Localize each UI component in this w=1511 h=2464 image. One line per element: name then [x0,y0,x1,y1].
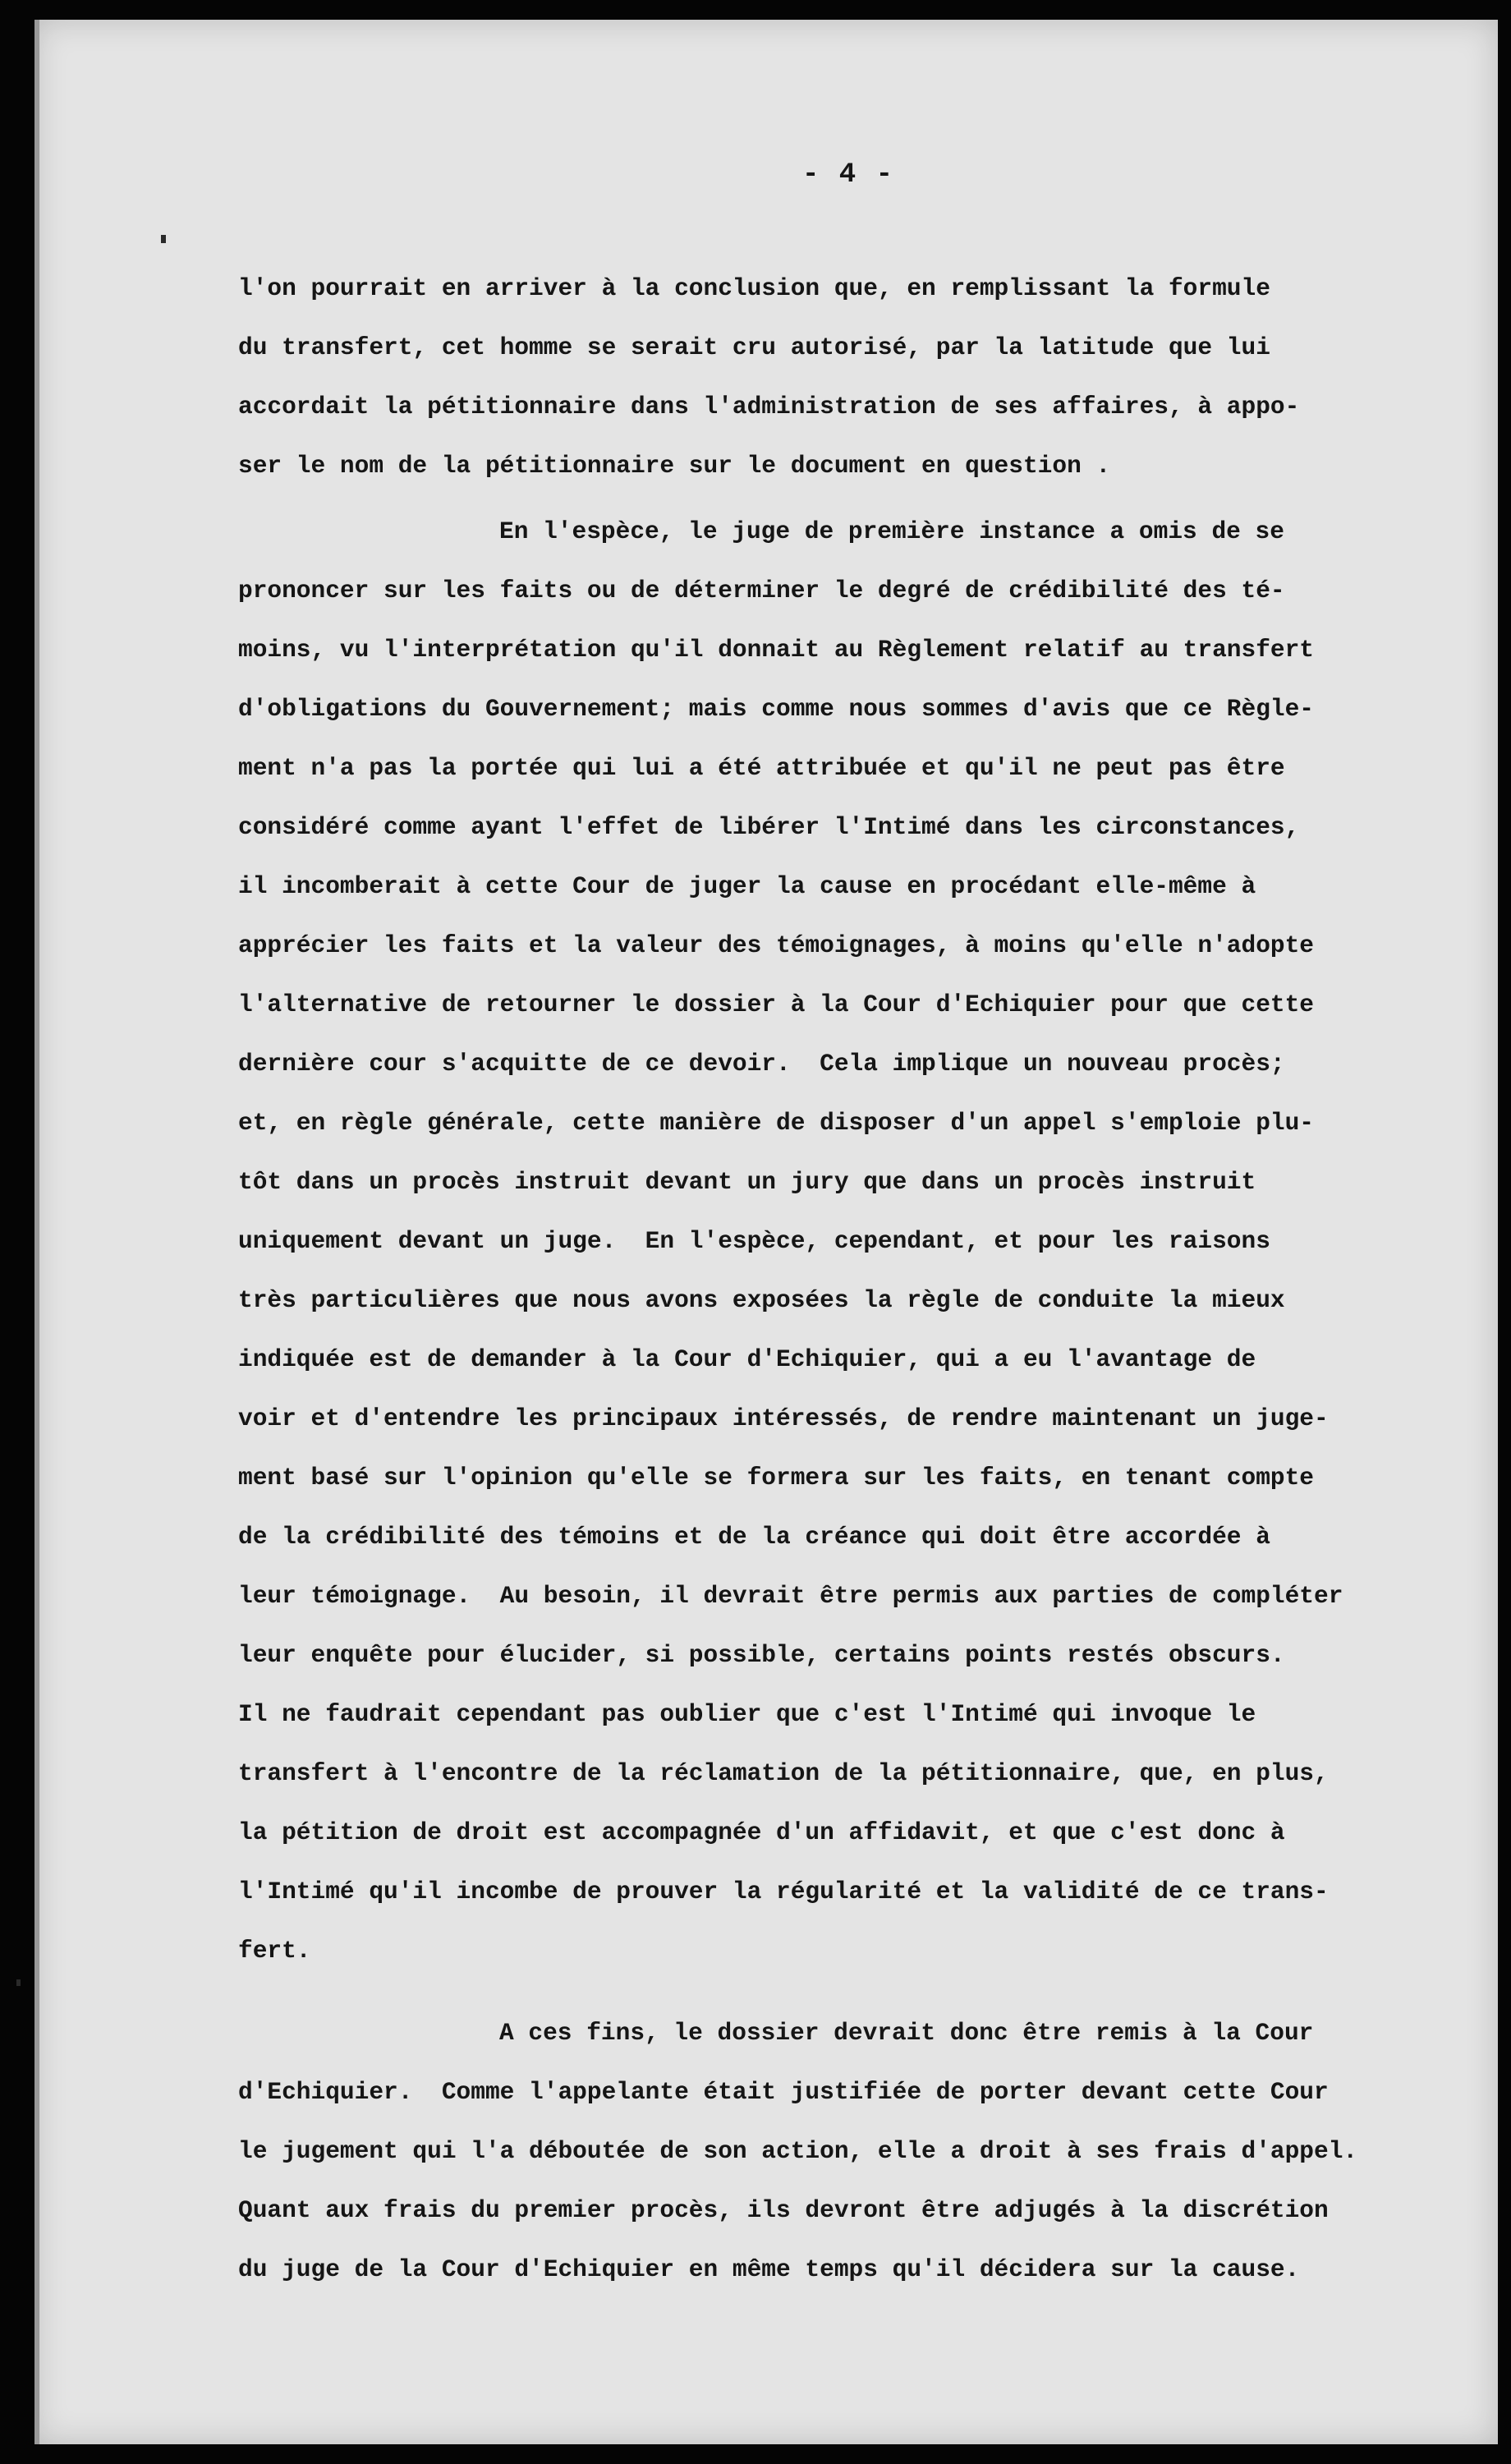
text-line: ment n'a pas la portée qui lui a été attribuée et qu'il ne peut pas être [238,754,1285,782]
text-line: d'Echiquier. Comme l'appelante était justifiée de porter devant cette Cour [238,2078,1329,2106]
text-line: ment basé sur l'opinion qu'elle se formera sur les faits, en tenant compte [238,1464,1315,1492]
text-line: il incomberait à cette Cour de juger la cause en procédant elle-même à [238,872,1256,900]
text-line: le jugement qui l'a déboutée de son action, elle a droit à ses frais d'appel. [238,2137,1358,2165]
text-line: considéré comme ayant l'effet de libérer l'Intimé dans les circonstances, [238,813,1300,841]
text-line: fert. [238,1937,311,1965]
text-line: voir et d'entendre les principaux intéressés, de rendre maintenant un juge- [238,1404,1329,1432]
text-line: indiquée est de demander à la Cour d'Echiquier, qui a eu l'avantage de [238,1345,1256,1373]
text-line: tôt dans un procès instruit devant un jury que dans un procès instruit [238,1168,1256,1196]
text-line: du transfert, cet homme se serait cru autorisé, par la latitude que lui [238,333,1270,361]
text-line: l'alternative de retourner le dossier à la Cour d'Echiquier pour que cette [238,991,1315,1018]
text-line: d'obligations du Gouvernement; mais comme nous sommes d'avis que ce Règle- [238,695,1315,723]
text-line: A ces fins, le dossier devrait donc être remis à la Cour [499,2019,1314,2047]
text-line: de la crédibilité des témoins et de la créance qui doit être accordée à [238,1523,1270,1551]
text-line: En l'espèce, le juge de première instance a omis de se [499,517,1284,545]
text-line: du juge de la Cour d'Echiquier en même temps qu'il décidera sur la cause. [238,2255,1300,2283]
margin-mark [161,235,166,243]
text-line: leur témoignage. Au besoin, il devrait être permis aux parties de compléter [238,1582,1343,1610]
page-number [34,159,1498,191]
text-line: Quant aux frais du premier procès, ils devront être adjugés à la discrétion [238,2196,1329,2224]
text-line: l'on pourrait en arriver à la conclusion que, en remplissant la formule [238,274,1270,302]
text-line: prononcer sur les faits ou de déterminer le degré de crédibilité des té- [238,577,1285,605]
text-line: la pétition de droit est accompagnée d'un affidavit, et que c'est donc à [238,1818,1285,1846]
text-line: dernière cour s'acquitte de ce devoir. Cela implique un nouveau procès; [238,1050,1285,1078]
text-line: très particulières que nous avons exposées la règle de conduite la mieux [238,1286,1285,1314]
margin-mark [16,1979,21,1986]
text-line: transfert à l'encontre de la réclamation de la pétitionnaire, que, en plus, [238,1759,1329,1787]
text-line: apprécier les faits et la valeur des témoignages, à moins qu'elle n'adopte [238,931,1315,959]
text-line: l'Intimé qu'il incombe de prouver la régularité et la validité de ce trans- [238,1878,1329,1905]
page-number-text: - 4 - [801,159,895,191]
text-line: Il ne faudrait cependant pas oublier que c'est l'Intimé qui invoque le [238,1700,1256,1728]
text-line: leur enquête pour élucider, si possible, certains points restés obscurs. [238,1641,1285,1669]
paper-edge [34,20,39,2444]
text-line: ser le nom de la pétitionnaire sur le document en question . [238,452,1111,480]
text-line: et, en règle générale, cette manière de disposer d'un appel s'emploie plu- [238,1109,1315,1137]
text-line: moins, vu l'interprétation qu'il donnait au Règlement relatif au transfert [238,636,1315,664]
text-line: accordait la pétitionnaire dans l'administration de ses affaires, à appo- [238,393,1300,421]
text-line: uniquement devant un juge. En l'espèce, cependant, et pour les raisons [238,1227,1270,1255]
